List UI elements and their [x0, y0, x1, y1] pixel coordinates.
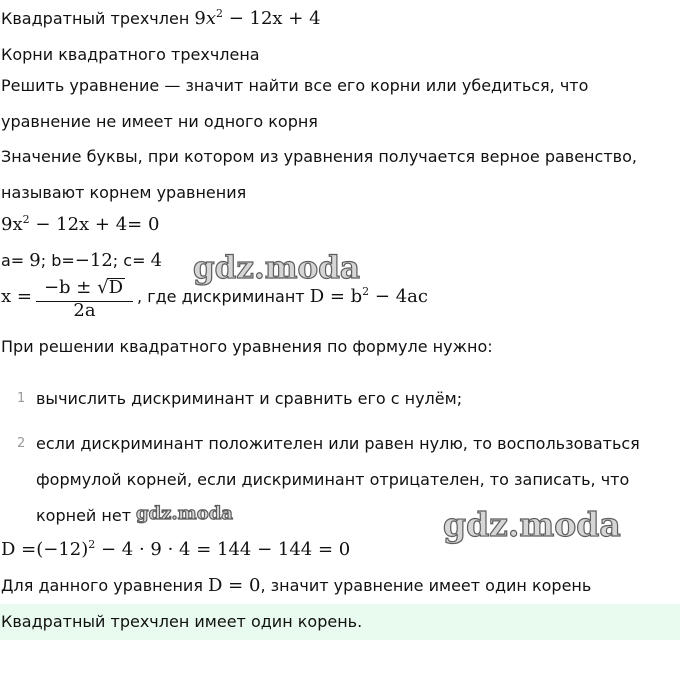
- definition-line-4: называют корнем уравнения: [1, 183, 247, 202]
- definition-line-3: Значение буквы, при котором из уравнения получается верное равенство,: [1, 147, 637, 166]
- discriminant-pre: D =(−12): [1, 539, 89, 560]
- formula-numerator: [36, 277, 133, 302]
- formula-d-eq: D = b: [309, 286, 363, 307]
- header-line: [1, 8, 321, 30]
- formula-text: , где дискриминант: [137, 287, 310, 306]
- watermark-logo: gdz.moda: [443, 505, 621, 544]
- step-2-text-line-1: если дискриминант положителен или равен нулю, то воспользоваться: [36, 434, 640, 453]
- step-1-number: 1: [17, 391, 26, 406]
- step-2-text-line-3: корней нет: [36, 506, 132, 525]
- conclusion-line: [1, 575, 591, 597]
- conclusion-pre: Для данного уравнения: [1, 576, 209, 595]
- step-2-text-line-2: формулой корней, если дискриминант отрицателен, то записать, что: [36, 470, 630, 489]
- coef-b-label: ; b=: [40, 251, 75, 270]
- roots-heading: Корни квадратного трехчлена: [1, 45, 260, 64]
- definition-line-2: уравнение не имеет ни одного корня: [1, 112, 318, 131]
- coefficients-line: [1, 250, 162, 272]
- coef-b-value: −12: [74, 250, 113, 271]
- formula-num-pre: −b ±: [43, 277, 98, 298]
- equation-exponent: 2: [22, 213, 30, 226]
- discriminant-exp: 2: [88, 538, 96, 551]
- formula-fraction: [36, 277, 133, 316]
- answer-text: Квадратный трехчлен имеет один корень.: [1, 612, 363, 631]
- header-expression: [194, 8, 320, 29]
- formula-d-exp: 2: [362, 285, 370, 298]
- answer-box: [0, 604, 680, 640]
- conclusion-post: , значит уравнение имеет один корень: [260, 576, 592, 595]
- rule-intro: При решении квадратного уравнения по формуле нужно:: [1, 337, 493, 356]
- coef-a-value: 9: [29, 250, 41, 271]
- equation-rest: − 12x + 4= 0: [29, 214, 160, 235]
- coef-c-label: ; c=: [112, 251, 151, 270]
- definition-line-1: Решить уравнение — значит найти все его корни или убедиться, что: [1, 76, 589, 95]
- watermark-logo: gdz.moda: [136, 503, 233, 524]
- header-tail: − 12x + 4: [222, 8, 321, 29]
- watermark-logo: gdz.moda: [193, 250, 360, 286]
- coef-a-label: a=: [1, 251, 30, 270]
- header-exponent: 2: [215, 7, 223, 20]
- header-prefix: Квадратный трехчлен: [1, 9, 195, 28]
- step-1-text: вычислить дискриминант и сравнить его с нулём;: [36, 389, 463, 408]
- header-coef: 9: [194, 8, 206, 29]
- coef-c-value: 4: [150, 250, 163, 271]
- equation-line: [1, 214, 159, 236]
- formula-discriminant: [310, 286, 428, 307]
- conclusion-d-expr: D = 0: [208, 575, 261, 596]
- header-var: x: [205, 8, 216, 29]
- sqrt-sign-icon: √: [97, 277, 109, 298]
- discriminant-rest: − 4 · 9 · 4 = 144 − 144 = 0: [95, 539, 351, 560]
- formula-denominator: 2a: [73, 302, 96, 316]
- formula-num-root: D: [108, 277, 124, 298]
- step-2-number: 2: [17, 436, 26, 451]
- equation-lhs: 9x: [1, 214, 23, 235]
- formula-d-rest: − 4ac: [369, 286, 428, 307]
- formula-x-eq: x =: [1, 286, 32, 307]
- discriminant-line: [1, 539, 350, 561]
